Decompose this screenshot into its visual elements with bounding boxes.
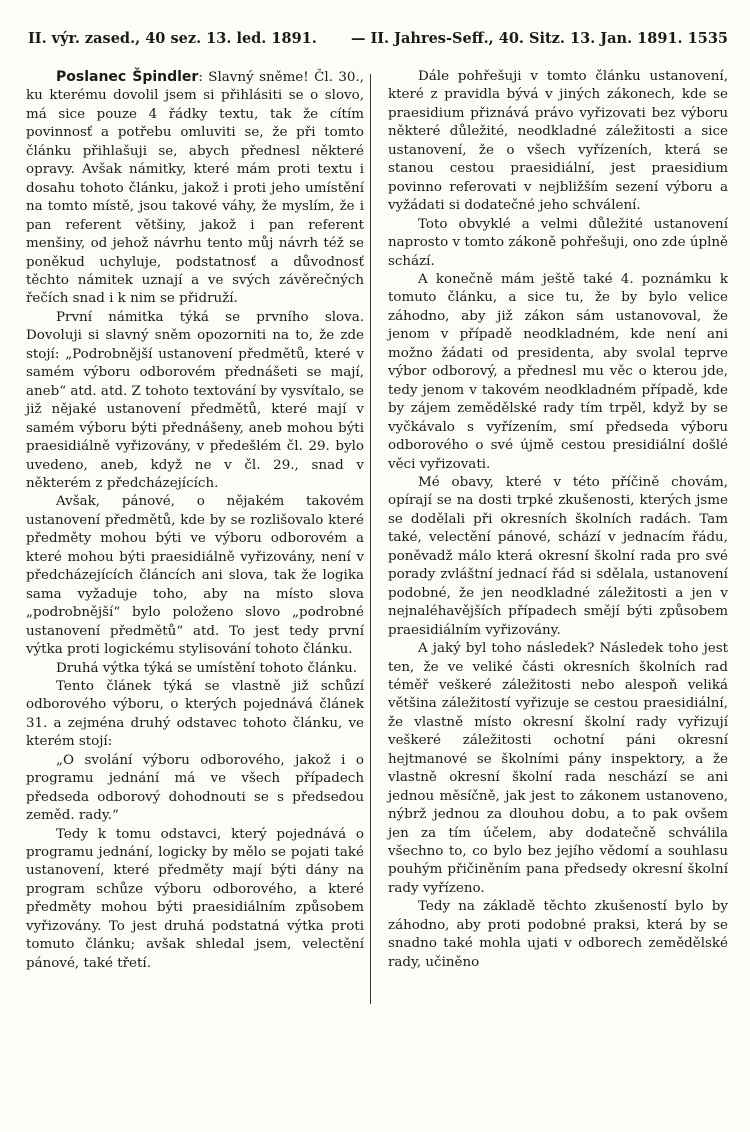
paragraph: Tento článek týká se vlastně již schůzí odborového výboru, o kterých pojednává článek 31. a zejména druhý odstavec tohoto článku, ve kterém stojí:: [26, 678, 364, 750]
paragraph-text: : Slavný sněme! Čl. 30., ku kterému dovolil jsem si přihlásiti se o slovo, má sice pouze 4 řádky textu, tak že cítím povinnosť a potřebu omluviti se, že při tomto článku přihlašuji se, abych přednesl některé opravy. Avšak námitky, které mám proti textu i dosahu tohoto článku, jakož i proti jeho umístění na tomto místě, jsou takové váhy, že myslím, že i pan referent většiny, jakož i pan referent menšiny, od jehož návrhu tento můj návrh též se poněkud uchyluje, podstatnosť a důvodnosť těchto námitek uznají a ve svých závěrečných řečích snad i k nim se přidruží.: [26, 70, 364, 307]
column-divider: [370, 74, 371, 1004]
header-right: — II. Jahres-Seff., 40. Sitz. 13. Jan. 1891. 1535: [350, 30, 728, 47]
paragraph: Dále pohřešuji v tomto článku ustanovení, které z pravidla bývá v jiných zákonech, kde se praesidium přiznává právo vyřizovati bez výboru některé důležité, neodkladné záležitosti a sice ustanovení, že o všech vyřízeních, která se stanou cestou praesidiální, jest praesidium povinno referovati v nejbližším sezení výboru a vyžádati si dodatečné jeho schválení.: [388, 69, 728, 214]
left-column: [26, 68, 364, 973]
right-column: [388, 68, 728, 972]
paragraph: Tedy na základě těchto zkušeností bylo by záhodno, aby proti podobné praksi, která by se snadno také mohla ujati v odborech zemědělské rady, učiněno: [388, 899, 728, 970]
header-left: II. výr. zased., 40 sez. 13. led. 1891.: [28, 30, 317, 47]
running-header: [28, 30, 728, 54]
paragraph: Tedy k tomu odstavci, který pojednává o programu jednání, logicky by mělo se pojati také ustanovení, které předměty mají býti dány na program schůze výboru odborového, a které předměty mohou býti praesidiálním způsobem vyřizovány. To jest druhá podstatná výtka proti tomuto článku; avšak shledal jsem, velectění pánové, také třetí.: [26, 826, 364, 971]
speaker-name: Poslanec Špindler: [56, 69, 199, 85]
quotation-paragraph: „O svolání výboru odborového, jakož i o programu jednání má ve všech případech předseda odborový dohodnouti se s předsedou zeměd. rady.“: [26, 752, 364, 824]
paragraph: Avšak, pánové, o nějakém takovém ustanovení předmětů, kde by se rozlišovalo které předměty mohou býti ve výboru odborovém a které mohou býti praesidiálně vyřizovány, není v předcházejících článcích ani slova, tak že logika sama vyžaduje toho, aby na místo slova „podrobnější“ bylo položeno slovo „podrobné ustanovení předmětů“ atd. To jest tedy první výtka proti logickému stylisování tohoto článku.: [26, 494, 364, 658]
paragraph: Mé obavy, které v této příčině chovám, opírají se na dosti trpké zkušenosti, kterých jsme se dodělali při okresních školních radách. Tam také, velectění pánové, schází v jednacím řádu, poněvadž málo která okresní školní rada pro své porady zvláštní jednací řád si sdělala, ustanovení podobné, že jen neodkladné záležitosti a jen v nejnaléhavějších případech smějí býti způsobem praesidiálním vyřizovány.: [388, 474, 728, 638]
paragraph: A konečně mám ještě také 4. poznámku k tomuto článku, a sice tu, že by bylo velice záhodno, aby již zákon sám ustanovoval, že jenom v případě neodkladném, kde není ani možno žádati od presidenta, aby svolal teprve výbor odborový, a přednesl mu věc o kterou jde, tedy jenom v takovém neodkladném případě, kde by zájem zemědělské rady tím trpěl, když by se vyčkávalo s vyřízením, smí předseda výboru odborového o své újmě cestou presidiální došlé věci vyřizovati.: [388, 271, 728, 472]
paragraph: Toto obvyklé a velmi důležité ustanovení naprosto v tomto zákoně pohřešuji, ono zde úplně schází.: [388, 216, 728, 269]
speech-paragraph: [26, 68, 364, 309]
paragraph: Druhá výtka týká se umístění tohoto článku.: [56, 660, 358, 676]
paragraph: První námitka týká se prvního slova. Dovoluji si slavný sněm opozorniti na to, že zde stojí: „Podrobnější ustanovení předmětů, které v samém výboru odborovém přednášeti se mají, aneb“ atd. atd. Z tohoto textování by vysvítalo, se již nějaké ustanovení předmětů, které mají v samém výboru býti přednášeny, aneb mohou býti praesidiálně vyřizovány, v předešlém čl. 29. bylo uvedeno, aneb, když ne v čl. 29., snad v některém z předcházejících.: [26, 309, 364, 491]
paragraph: A jaký byl toho následek? Následek toho jest ten, že ve veliké části okresních školních rad téměř veškeré záležitosti nebo alespoň veliká většina záležitostí vyřizuje se cestou praesidiální, že vlastně místo okresní školní rady vyřizují veškeré záležitosti ochotní páni okresní hejtmanové se školními pány inspektory, a že vlastně okresní školní rada neschází se ani jednou měsíčně, jak jest to zákonem ustanoveno, nýbrž jednou za dlouhou dobu, a to pak ovšem jen za tím účelem, aby dodatečně schválila všechno to, co bylo bez jejího vědomí a souhlasu pouhým přičiněním pana předsedy okresní školní rady vyřízeno.: [388, 641, 728, 896]
